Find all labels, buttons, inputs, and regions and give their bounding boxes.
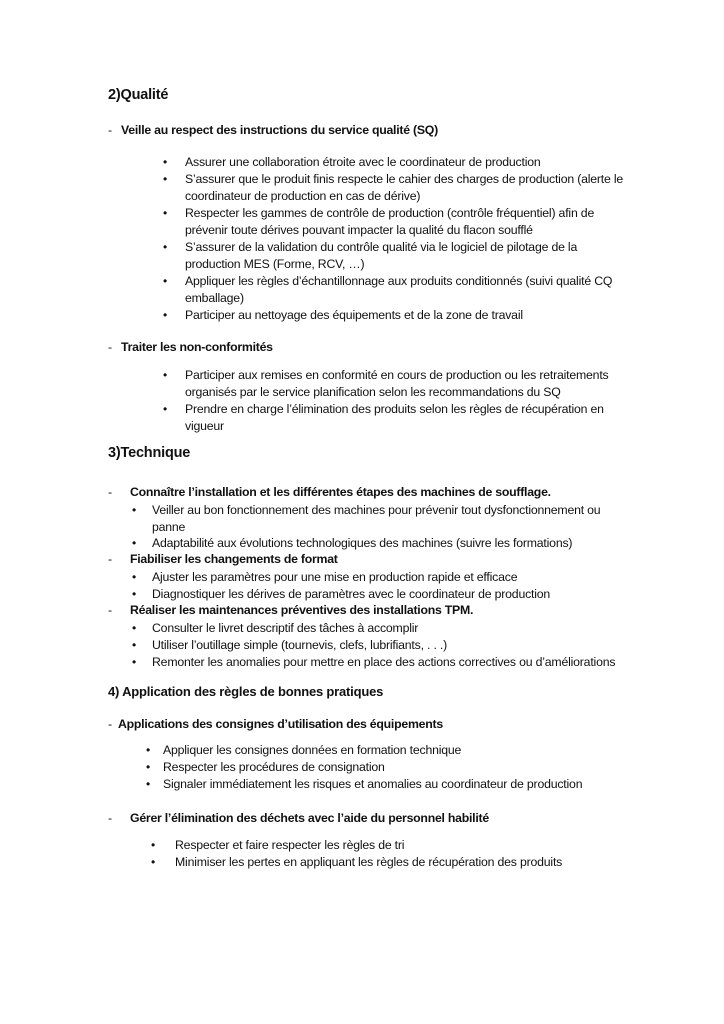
list-item: Diagnostiquer les dérives de paramètres avec le coordinateur de production <box>152 587 551 601</box>
subheading-veille-sq: Veille au respect des instructions du service qualité (SQ) <box>121 123 438 137</box>
dash-marker: - <box>108 603 113 617</box>
bullet-icon: • <box>163 240 168 254</box>
list-item: Remonter les anomalies pour mettre en place des actions correctives ou d’améliorations <box>152 655 616 669</box>
subheading-changements-format: Fiabiliser les changements de format <box>130 552 338 566</box>
bullet-icon: • <box>151 855 156 869</box>
list-item: Signaler immédiatement les risques et anomalies au coordinateur de production <box>163 777 583 791</box>
bullet-icon: • <box>163 368 168 382</box>
bullet-icon: • <box>146 760 151 774</box>
list-item: Consulter le livret descriptif des tâches à accomplir <box>152 621 419 635</box>
list-item: Participer au nettoyage des équipements et de la zone de travail <box>185 308 523 322</box>
bullet-icon: • <box>132 655 137 669</box>
dash-marker: - <box>108 811 113 825</box>
dash-marker: - <box>108 717 113 731</box>
bullet-icon: • <box>151 838 156 852</box>
dash-marker: - <box>108 552 113 566</box>
bullet-icon: • <box>163 274 168 288</box>
list-item: Participer aux remises en conformité en cours de production ou les retraitements organisés par le service planification selon les recommandations du SQ <box>185 368 609 399</box>
list-item: Appliquer les règles d’échantillonnage aux produits conditionnés (suivi qualité CQ emballage) <box>185 274 613 305</box>
list-item: Respecter les procédures de consignation <box>163 760 385 774</box>
bullet-icon: • <box>146 777 151 791</box>
list-item: Veiller au bon fonctionnement des machines pour prévenir tout dysfonctionnement ou panne <box>152 503 601 534</box>
list-item: S’assurer que le produit finis respecte le cahier des charges de production (alerte le coordinateur de production en cas de dérive) <box>185 172 624 203</box>
list-item: Minimiser les pertes en appliquant les règles de récupération des produits <box>175 855 563 869</box>
list-item: S’assurer de la validation du contrôle qualité via le logiciel de pilotage de la production MES (Forme, RCV, …) <box>185 240 578 271</box>
bullet-icon: • <box>132 536 137 550</box>
dash-marker: - <box>108 123 113 137</box>
subheading-connaitre-installation: Connaître l’installation et les différentes étapes des machines de soufflage. <box>130 485 551 499</box>
list-item: Utiliser l’outillage simple (tournevis, clefs, lubrifiants, . . .) <box>152 638 448 652</box>
bullet-icon: • <box>132 638 137 652</box>
list-item: Appliquer les consignes données en formation technique <box>163 743 462 757</box>
section-heading-bonnes-pratiques: 4) Application des règles de bonnes pratiques <box>108 684 384 699</box>
list-item: Assurer une collaboration étroite avec le coordinateur de production <box>185 155 541 169</box>
list-item: Adaptabilité aux évolutions technologiques des machines (suivre les formations) <box>152 536 573 550</box>
dash-marker: - <box>108 340 113 354</box>
dash-marker: - <box>108 485 113 499</box>
bullet-icon: • <box>132 587 137 601</box>
bullet-icon: • <box>163 308 168 322</box>
bullet-icon: • <box>132 570 137 584</box>
list-item: Ajuster les paramètres pour une mise en production rapide et efficace <box>152 570 518 584</box>
subheading-elimination-dechets: Gérer l’élimination des déchets avec l’aide du personnel habilité <box>130 811 489 825</box>
list-item: Respecter les gammes de contrôle de production (contrôle fréquentiel) afin de prévenir toute dérives pouvant impacter la qualité du flacon soufflé <box>185 206 595 237</box>
bullet-icon: • <box>132 621 137 635</box>
list-item: Respecter et faire respecter les règles de tri <box>175 838 405 852</box>
subheading-non-conformites: Traiter les non-conformités <box>121 340 273 354</box>
bullet-icon: • <box>132 503 137 517</box>
list-item: Prendre en charge l’élimination des produits selon les règles de récupération en vigueur <box>185 402 604 433</box>
bullet-icon: • <box>163 206 168 220</box>
subheading-maintenances-tpm: Réaliser les maintenances préventives des installations TPM. <box>130 603 474 617</box>
bullet-icon: • <box>146 743 151 757</box>
bullet-icon: • <box>163 155 168 169</box>
bullet-icon: • <box>163 402 168 416</box>
subheading-consignes-equipements: Applications des consignes d’utilisation des équipements <box>118 717 443 731</box>
section-heading-qualite: 2)Qualité <box>108 87 169 103</box>
bullet-icon: • <box>163 172 168 186</box>
section-heading-technique: 3)Technique <box>108 445 191 461</box>
